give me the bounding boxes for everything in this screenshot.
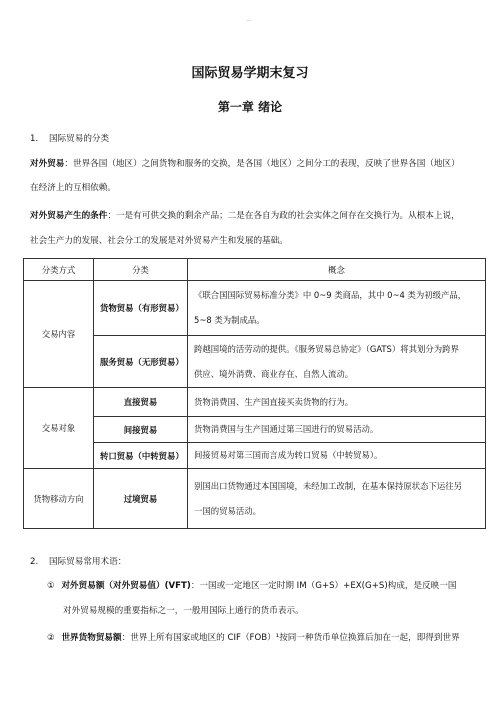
section-1-heading <box>30 133 109 145</box>
term-trade-value: 对外贸易额（对外贸易值）(VFT) <box>61 581 191 591</box>
trade-classification-table <box>23 258 486 529</box>
list-marker: ① <box>47 581 55 591</box>
concept-line: 跨越国境的活劳动的提供。《服务贸易总协定》（GATS）将其划分为跨界 <box>194 343 459 354</box>
header-category: 分类 <box>94 259 188 281</box>
concept-line: 《联合国国际贸易标准分类》中 0~9 类商品，其中 0~4 类为初级产品， <box>194 290 467 300</box>
table-row <box>24 469 486 529</box>
concept-line: 供应、境外消费、商业存在、自然人流动。 <box>194 368 354 379</box>
table-row <box>24 443 486 469</box>
group-trade-content: 交易内容 <box>24 281 94 388</box>
concept-line: 5~8 类为制成品。 <box>194 315 265 325</box>
term-item-1-line-1 <box>47 580 456 592</box>
category-name: 服务贸易（无形贸易） <box>94 336 188 388</box>
category-name: 间接贸易 <box>94 417 188 443</box>
term-item-1-line-2: 对外贸易规模的重要指标之一，一般用国际上通行的货币表示。 <box>63 606 304 616</box>
paragraph-foreign-trade-line-2: 在经济上的互相依赖。 <box>30 183 116 193</box>
paragraph-conditions-line-2: 社会生产力的发展、社会分工的发展是对外贸易产生和发展的基础。 <box>30 236 288 246</box>
paragraph-foreign-trade-line-1 <box>30 158 460 170</box>
category-name: 过境贸易 <box>94 469 188 529</box>
table-row <box>24 388 486 417</box>
term-world-goods-trade: 世界货物贸易额 <box>61 633 122 643</box>
term-conditions: 对外贸易产生的条件 <box>30 211 108 221</box>
table-row <box>24 336 486 388</box>
concept-cell: 货物消费国、生产国直接买卖货物的行为。 <box>188 388 486 417</box>
definition-text: ：世界上所有国家或地区的 CIF（FOB）¹按同一种货币单位换算后加在一起，即得到世界 <box>121 633 460 643</box>
document-title: 国际贸易学期末复习 <box>191 66 309 81</box>
group-trade-object: 交易对象 <box>24 388 94 469</box>
term-foreign-trade: 对外贸易 <box>30 159 65 169</box>
header-concept: 概念 <box>188 259 486 281</box>
concept-cell: 间接贸易对第三国而言成为转口贸易（中转贸易）。 <box>188 443 486 469</box>
definition-text: ：世界各国（地区）之间货物和服务的交换，是各国（地区）之间分工的表现，反映了世界各国（地区） <box>64 159 460 169</box>
category-name: 直接贸易 <box>94 388 188 417</box>
section-number: 2. <box>30 557 39 567</box>
section-2-heading <box>30 556 126 568</box>
header-method: 分类方式 <box>24 259 94 281</box>
term-item-2-line-1 <box>47 632 460 644</box>
concept-cell <box>188 336 486 388</box>
concept-cell <box>188 469 486 529</box>
category-name: 转口贸易（中转贸易） <box>94 443 188 469</box>
paragraph-conditions-line-1 <box>30 210 460 222</box>
chapter-heading: 第一章 绪论 <box>217 100 283 114</box>
table-header-row <box>24 259 486 281</box>
concept-line: 一国的贸易活动。 <box>194 505 261 516</box>
section-title: 国际贸易的分类 <box>48 134 110 144</box>
definition-text: ：一国或一定地区一定时期 IM（G+S）+EX(G+S)构成，是反映一国 <box>190 581 457 591</box>
group-goods-direction: 货物移动方向 <box>24 469 94 529</box>
table-row <box>24 281 486 336</box>
concept-cell: 货物消费国与生产国通过第三国进行的贸易活动。 <box>188 417 486 443</box>
section-number: 1. <box>30 134 39 144</box>
concept-cell <box>188 281 486 336</box>
concept-line: 别国出口货物通过本国国境，未经加工改制，在基本保持原状态下运往另 <box>194 480 462 491</box>
definition-text: ：一是有可供交换的剩余产品；二是在各自为政的社会实体之间存在交换行为。从根本上说， <box>107 211 460 221</box>
page-mark <box>246 20 252 21</box>
category-name: 货物贸易（有形贸易） <box>94 281 188 336</box>
table-row <box>24 417 486 443</box>
list-marker: ② <box>47 633 55 643</box>
section-title: 国际贸易常用术语： <box>48 557 127 567</box>
